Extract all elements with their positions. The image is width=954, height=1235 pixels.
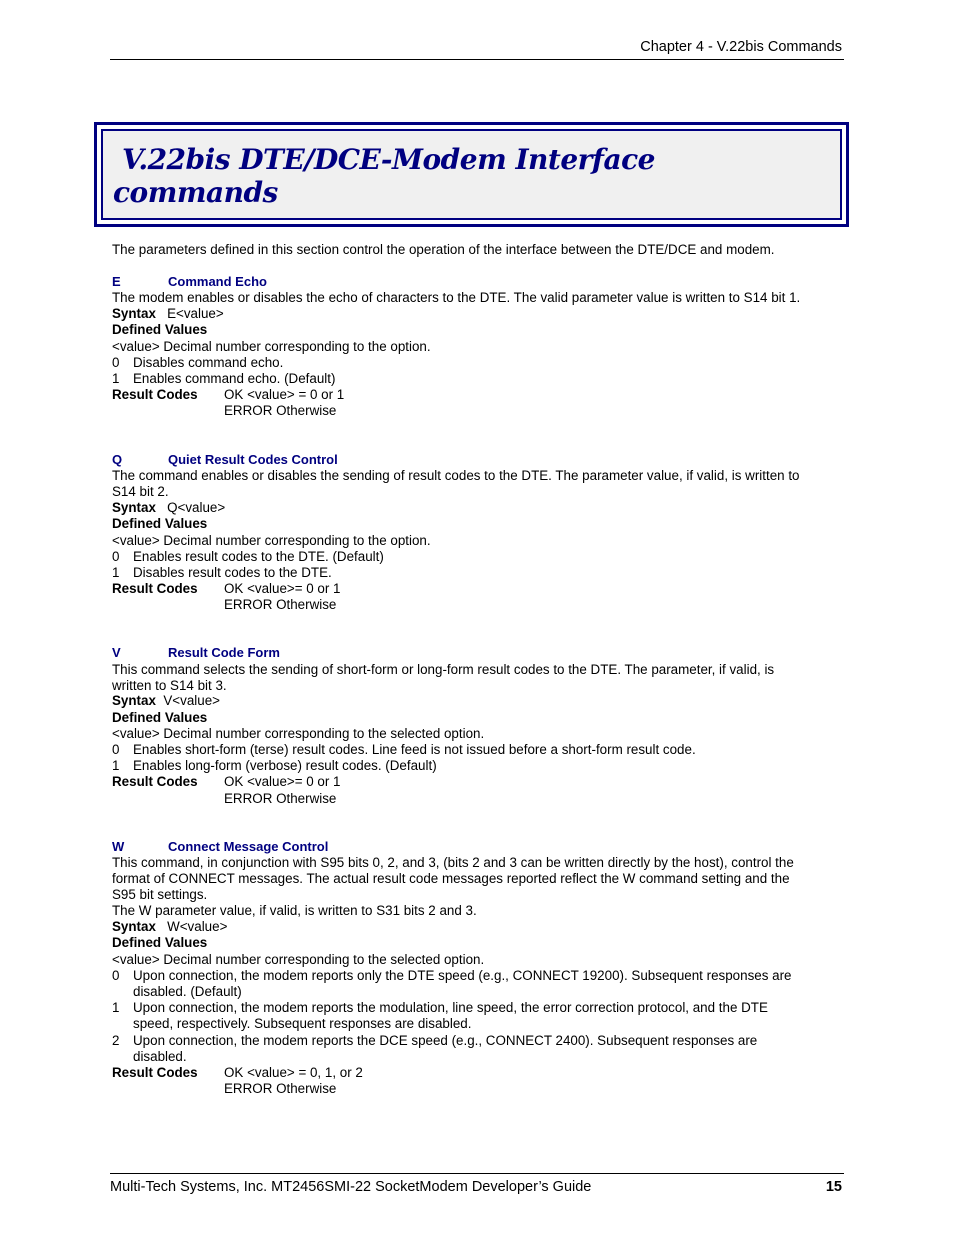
command-desc: The modem enables or disables the echo of characters to the DTE. The valid parameter value is written to S14 bit 1. bbox=[112, 290, 801, 305]
value-desc: <value> Decimal number corresponding to the option. bbox=[112, 339, 431, 354]
option-text: Upon connection, the modem reports only the DTE speed (e.g., CONNECT 19200). Subsequent responses are bbox=[133, 968, 792, 983]
page-number: 15 bbox=[825, 1179, 842, 1195]
command-desc: written to S14 bit 3. bbox=[112, 678, 227, 693]
defined-values-label: Defined Values bbox=[112, 710, 208, 725]
syntax-label: Syntax bbox=[112, 693, 156, 708]
syntax-value: V<value> bbox=[163, 693, 220, 708]
option-text: Enables command echo. (Default) bbox=[133, 371, 336, 386]
option-number: 2 bbox=[112, 1033, 120, 1048]
command-letter: W bbox=[112, 839, 125, 854]
value-desc: <value> Decimal number corresponding to the selected option. bbox=[112, 952, 485, 967]
command-name: Result Code Form bbox=[168, 645, 280, 660]
command-desc: The W parameter value, if valid, is written to S31 bits 2 and 3. bbox=[112, 903, 477, 918]
result-code: OK <value> = 0, 1, or 2 bbox=[224, 1065, 363, 1080]
command-desc: format of CONNECT messages. The actual result code messages reported reflect the W command setting and the bbox=[112, 871, 790, 886]
result-code: ERROR Otherwise bbox=[224, 1081, 337, 1096]
command-heading-v bbox=[112, 645, 280, 661]
result-codes-line bbox=[112, 1065, 363, 1081]
result-codes-line bbox=[112, 387, 344, 403]
value-desc: <value> Decimal number corresponding to the option. bbox=[112, 533, 431, 548]
option-number: 0 bbox=[112, 968, 120, 983]
result-code: OK <value> = 0 or 1 bbox=[224, 387, 345, 402]
command-desc: This command selects the sending of short-form or long-form result codes to the DTE. The parameter, if valid, is bbox=[112, 662, 775, 677]
option-item bbox=[112, 565, 332, 581]
chapter-title: Chapter 4 - V.22bis Commands bbox=[640, 39, 842, 55]
command-name: Command Echo bbox=[168, 274, 267, 289]
option-number: 1 bbox=[112, 371, 120, 386]
intro-text: The parameters defined in this section control the operation of the interface between the DTE/DCE and modem. bbox=[112, 242, 775, 257]
result-code: OK <value>= 0 or 1 bbox=[224, 774, 341, 789]
syntax-line bbox=[112, 693, 220, 709]
option-item bbox=[112, 742, 696, 758]
option-item bbox=[112, 1033, 757, 1049]
result-codes-line bbox=[112, 774, 341, 790]
option-text: Enables short-form (terse) result codes. Line feed is not issued before a short-form result code. bbox=[133, 742, 696, 757]
page-header bbox=[110, 37, 844, 60]
command-desc: The command enables or disables the sending of result codes to the DTE. The parameter value, if valid, is written to bbox=[112, 468, 800, 483]
footer-doc-title: Multi-Tech Systems, Inc. MT2456SMI-22 SocketModem Developer’s Guide bbox=[110, 1179, 592, 1195]
title-box bbox=[94, 122, 849, 227]
command-name: Quiet Result Codes Control bbox=[168, 452, 338, 467]
option-text: Upon connection, the modem reports the modulation, line speed, the error correction protocol, and the DTE bbox=[133, 1000, 768, 1015]
option-text: Disables result codes to the DTE. bbox=[133, 565, 332, 580]
command-desc: S14 bit 2. bbox=[112, 484, 169, 499]
syntax-value: E<value> bbox=[167, 306, 224, 321]
defined-values-label: Defined Values bbox=[112, 322, 208, 337]
command-heading-e bbox=[112, 274, 267, 290]
syntax-line bbox=[112, 500, 225, 516]
result-codes-label: Result Codes bbox=[112, 1065, 198, 1080]
command-letter: Q bbox=[112, 452, 123, 467]
option-item bbox=[112, 549, 384, 565]
command-letter: E bbox=[112, 274, 121, 289]
result-code: ERROR Otherwise bbox=[224, 597, 337, 612]
result-code: ERROR Otherwise bbox=[224, 791, 337, 806]
option-number: 1 bbox=[112, 565, 120, 580]
option-number: 1 bbox=[112, 758, 120, 773]
page-title bbox=[113, 143, 773, 209]
command-name: Connect Message Control bbox=[168, 839, 329, 854]
syntax-label: Syntax bbox=[112, 919, 156, 934]
syntax-line bbox=[112, 306, 224, 322]
result-codes-line bbox=[112, 581, 341, 597]
syntax-value: W<value> bbox=[167, 919, 228, 934]
command-desc: This command, in conjunction with S95 bits 0, 2, and 3, (bits 2 and 3 can be written directly by the host), control the bbox=[112, 855, 794, 870]
defined-values-label: Defined Values bbox=[112, 935, 208, 950]
page-title-line-2: commands bbox=[113, 176, 278, 209]
page-footer bbox=[110, 1173, 844, 1195]
result-codes-label: Result Codes bbox=[112, 387, 198, 402]
option-item bbox=[112, 1000, 768, 1016]
option-number: 1 bbox=[112, 1000, 120, 1015]
command-heading-q bbox=[112, 452, 338, 468]
option-text-cont: disabled. bbox=[133, 1049, 187, 1064]
option-number: 0 bbox=[112, 355, 120, 370]
title-box-inner bbox=[101, 129, 842, 220]
syntax-value: Q<value> bbox=[167, 500, 226, 515]
option-text: Disables command echo. bbox=[133, 355, 284, 370]
option-number: 0 bbox=[112, 742, 120, 757]
syntax-line bbox=[112, 919, 227, 935]
command-desc: S95 bit settings. bbox=[112, 887, 208, 902]
option-text: Enables long-form (verbose) result codes. (Default) bbox=[133, 758, 437, 773]
option-item bbox=[112, 371, 335, 387]
result-code: OK <value>= 0 or 1 bbox=[224, 581, 341, 596]
option-text-cont: speed, respectively. Subsequent responses are disabled. bbox=[133, 1016, 472, 1031]
option-text: Upon connection, the modem reports the DCE speed (e.g., CONNECT 2400). Subsequent responses are bbox=[133, 1033, 758, 1048]
syntax-label: Syntax bbox=[112, 500, 156, 515]
option-item bbox=[112, 968, 791, 984]
value-desc: <value> Decimal number corresponding to the selected option. bbox=[112, 726, 485, 741]
option-number: 0 bbox=[112, 549, 120, 564]
option-item bbox=[112, 758, 437, 774]
result-codes-label: Result Codes bbox=[112, 774, 198, 789]
page-title-line-1: V.22bis DTE/DCE-Modem Interface bbox=[122, 143, 655, 176]
result-codes-label: Result Codes bbox=[112, 581, 198, 596]
defined-values-label: Defined Values bbox=[112, 516, 208, 531]
option-text-cont: disabled. (Default) bbox=[133, 984, 242, 999]
command-heading-w bbox=[112, 839, 328, 855]
result-code: ERROR Otherwise bbox=[224, 403, 337, 418]
syntax-label: Syntax bbox=[112, 306, 156, 321]
option-text: Enables result codes to the DTE. (Default) bbox=[133, 549, 384, 564]
command-letter: V bbox=[112, 645, 121, 660]
option-item bbox=[112, 355, 283, 371]
